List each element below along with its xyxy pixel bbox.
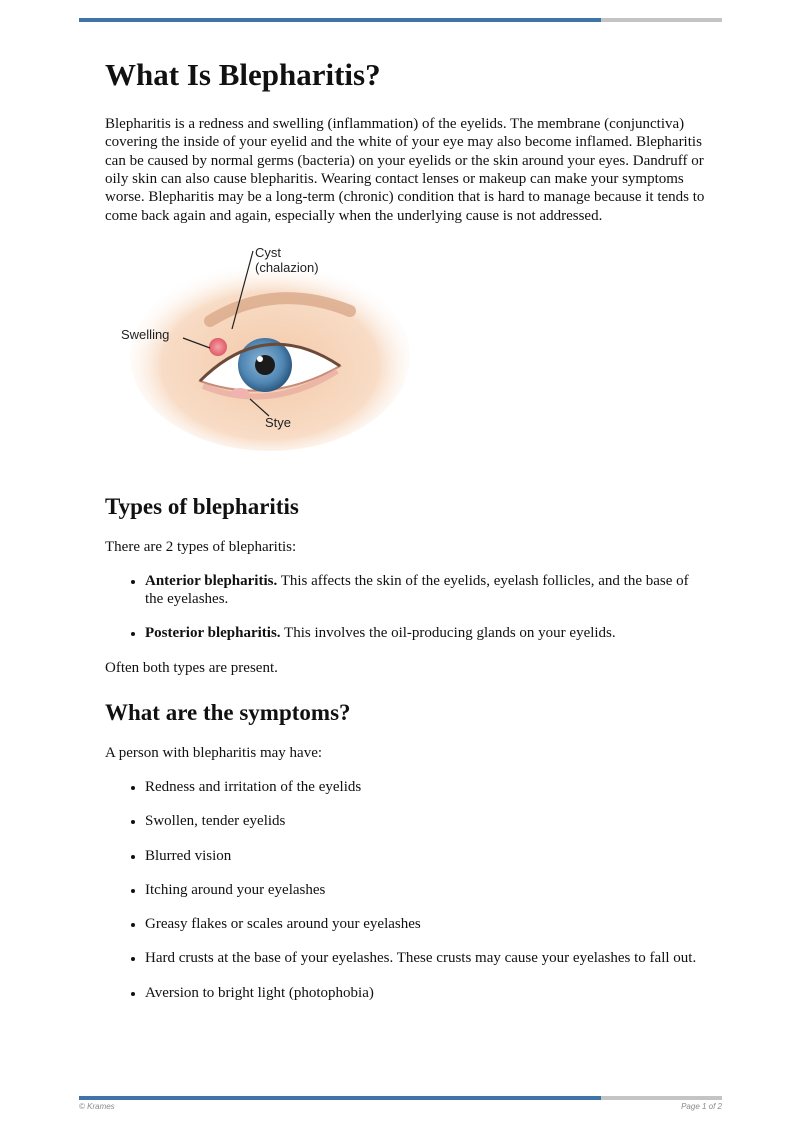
symptoms-heading: What are the symptoms? [105, 700, 351, 726]
type-term: Posterior blepharitis. [145, 625, 281, 642]
footer-page-number: Page 1 of 2 [681, 1102, 722, 1111]
stye-bump [231, 388, 249, 398]
list-item: • Hard crusts at the base of your eyelashes. These crusts may cause your eyelashes to fall out. [145, 949, 705, 967]
intro-paragraph: Blepharitis is a redness and swelling (inflammation) of the eyelids. The membrane (conjunctiva) covering the inside of your eyelid and the white of your eye may also become inflamed. Blepharitis can be caused by normal germs (bacteria) on your eyelids or the skin around your eyes. Dandruff or oily skin can also cause blepharitis. Wearing contact lenses or makeup can make your symptoms worse. Blepharitis may be a long-term (chronic) condition that is hard to manage because it tends to come back again and again, especially when the underlying cause is not addressed. [105, 116, 705, 224]
bottom-rule-accent [79, 1096, 601, 1100]
chalazion-bump [209, 338, 227, 356]
list-item: • Aversion to bright light (photophobia) [145, 984, 705, 1002]
types-note: Often both types are present. [105, 659, 278, 676]
label-chalazion: (chalazion) [255, 259, 319, 275]
list-item [145, 624, 705, 642]
list-item: • Swollen, tender eyelids [145, 812, 705, 830]
type-term: Anterior blepharitis. [145, 572, 278, 589]
list-item: • Blurred vision [145, 847, 705, 865]
document-body [105, 56, 705, 1018]
types-list [105, 572, 705, 643]
type-description: This involves the oil-producing glands on your eyelids. [280, 625, 616, 642]
eye-illustration-svg [115, 241, 415, 451]
top-rule-accent [79, 18, 601, 22]
top-rule-secondary [601, 18, 722, 22]
symptoms-lead: A person with blepharitis may have: [105, 744, 323, 761]
eye-illustration [115, 241, 415, 451]
list-item: • Greasy flakes or scales around your eyelashes [145, 915, 705, 933]
footer-copyright: © Krames [79, 1102, 115, 1111]
list-item: • Redness and irritation of the eyelids [145, 778, 705, 796]
top-rule [79, 18, 722, 22]
types-lead: There are 2 types of blepharitis: [105, 538, 297, 555]
bottom-rule [79, 1096, 722, 1100]
label-stye: Stye [265, 414, 292, 430]
type-description: This affects the skin of the eyelids, eyelash follicles, and the base of the eyelashes. [145, 572, 689, 608]
page-title: What Is Blepharitis? [105, 57, 381, 92]
eye-highlight [257, 356, 263, 362]
label-swelling: Swelling [121, 326, 170, 342]
list-item: • Itching around your eyelashes [145, 881, 705, 899]
label-cyst: Cyst [255, 244, 281, 260]
types-heading: Types of blepharitis [105, 493, 299, 519]
symptoms-list [105, 778, 705, 1002]
bottom-rule-secondary [601, 1096, 722, 1100]
list-item [145, 572, 705, 609]
